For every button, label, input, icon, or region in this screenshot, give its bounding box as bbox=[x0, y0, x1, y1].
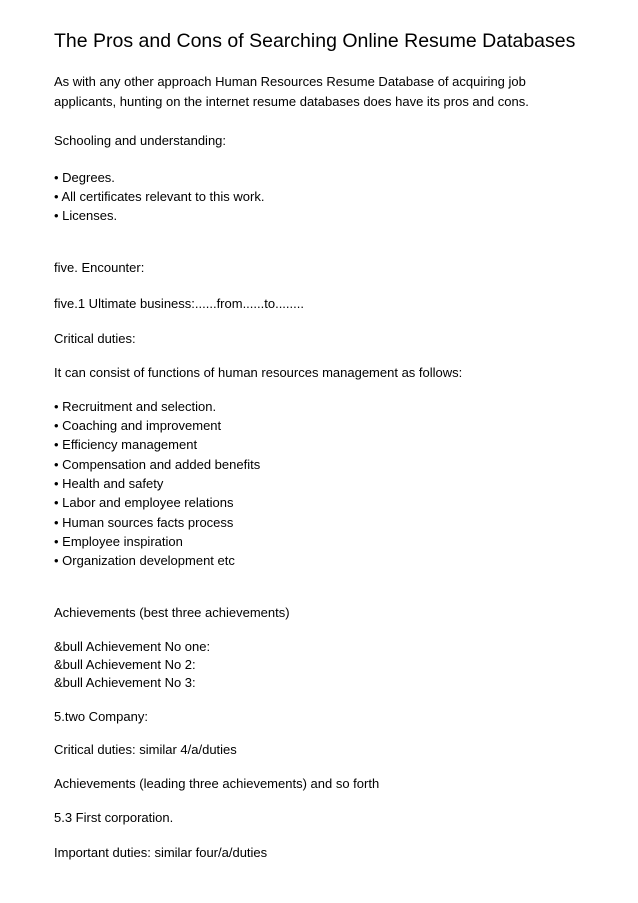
achievements-leading: Achievements (leading three achievements) and so forth bbox=[54, 776, 380, 791]
achievement-item: &bull Achievement No 3: bbox=[54, 675, 196, 690]
functions-item: • Organization development etc bbox=[54, 553, 235, 568]
first-corporation: 5.3 First corporation. bbox=[54, 810, 174, 825]
functions-item: • Employee inspiration bbox=[54, 534, 183, 549]
document-title: The Pros and Cons of Searching Online Resume Databases bbox=[54, 30, 576, 52]
functions-item: • Recruitment and selection. bbox=[54, 399, 217, 414]
achievement-item: &bull Achievement No one: bbox=[54, 639, 211, 654]
functions-item: • Health and safety bbox=[54, 476, 164, 491]
schooling-item: • Licenses. bbox=[54, 208, 118, 223]
critical-duties-similar: Critical duties: similar 4/a/duties bbox=[54, 742, 237, 757]
document-page bbox=[54, 0, 614, 903]
functions-item: • Compensation and added benefits bbox=[54, 457, 261, 472]
schooling-item: • All certificates relevant to this work. bbox=[54, 189, 265, 204]
schooling-heading: Schooling and understanding: bbox=[54, 133, 227, 148]
achievements-heading: Achievements (best three achievements) bbox=[54, 605, 290, 620]
schooling-item: • Degrees. bbox=[54, 170, 115, 185]
ultimate-business-line: five.1 Ultimate business:......from......to........ bbox=[54, 296, 304, 311]
intro-line-2: applicants, hunting on the internet resume databases does have its pros and cons. bbox=[54, 94, 529, 109]
functions-item: • Labor and employee relations bbox=[54, 495, 234, 510]
functions-intro: It can consist of functions of human resources management as follows: bbox=[54, 365, 463, 380]
critical-duties-heading: Critical duties: bbox=[54, 331, 136, 346]
important-duties: Important duties: similar four/a/duties bbox=[54, 845, 268, 860]
achievement-item: &bull Achievement No 2: bbox=[54, 657, 196, 672]
functions-item: • Human sources facts process bbox=[54, 515, 234, 530]
encounter-heading: five. Encounter: bbox=[54, 260, 145, 275]
functions-item: • Coaching and improvement bbox=[54, 418, 222, 433]
company-heading: 5.two Company: bbox=[54, 709, 148, 724]
functions-item: • Efficiency management bbox=[54, 437, 198, 452]
intro-line-1: As with any other approach Human Resources Resume Database of acquiring job bbox=[54, 74, 526, 89]
